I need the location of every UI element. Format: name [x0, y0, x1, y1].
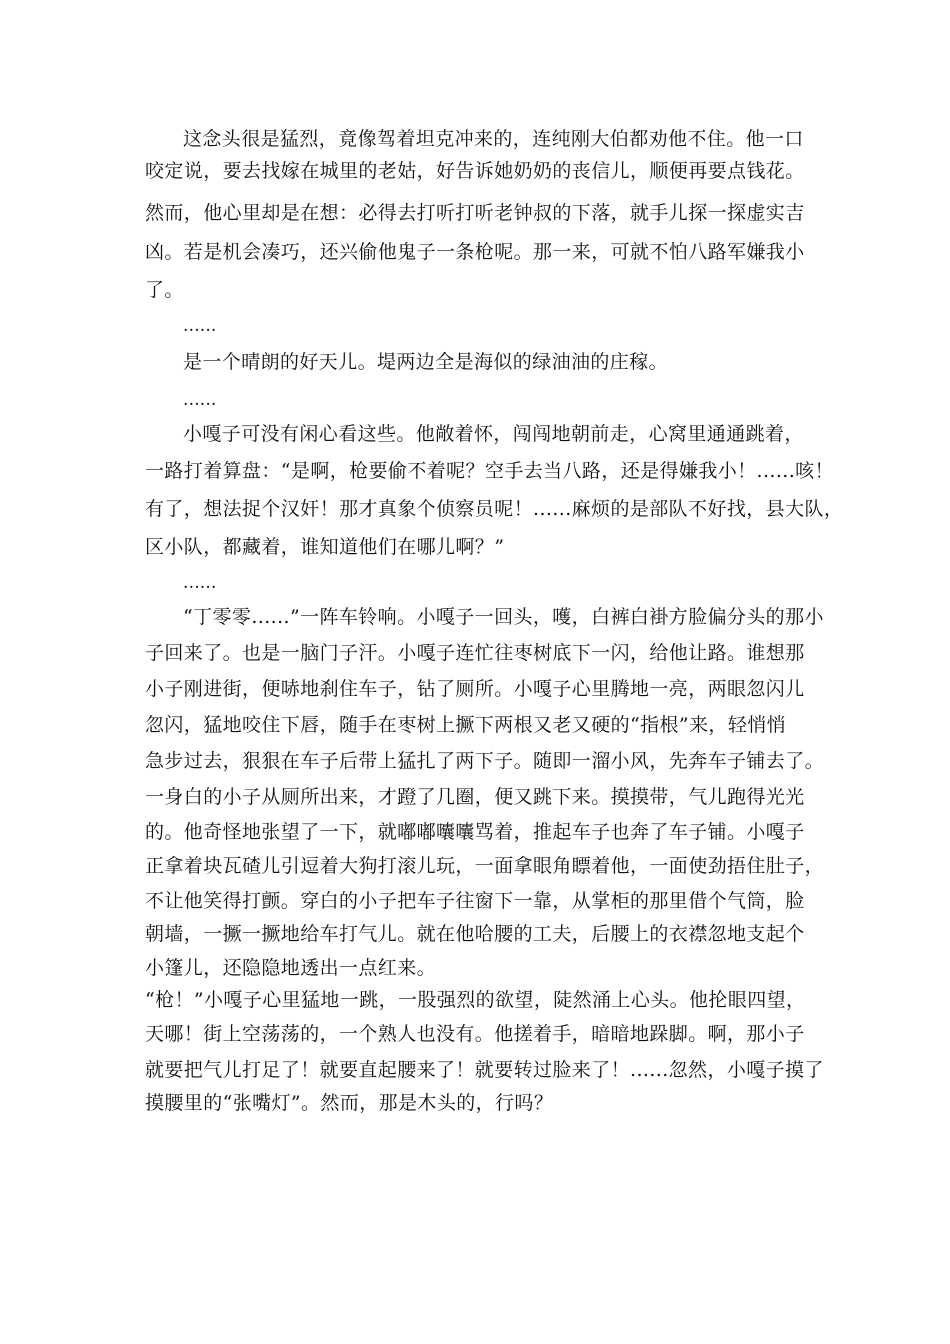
ellipsis-3: ...... — [183, 573, 217, 593]
paragraph-4-line-3: 小子刚进街，便哧地刹住车子，钻了厕所。小嘎子心里腾地一亮，两眼忽闪儿 — [145, 678, 805, 700]
paragraph-4-line-4: 忽闪，猛地咬住下唇，随手在枣树上撅下两根又老又硬的“指根”来，轻悄悄 — [145, 714, 787, 736]
paragraph-5-line-1: “枪！”小嘎子心里猛地一跳，一股强烈的欲望，陡然涌上心头。他抡眼四望， — [145, 989, 806, 1011]
paragraph-4-line-7: 的。他奇怪地张望了一下，就嘟嘟囔囔骂着，推起车子也奔了车子铺。小嘎子 — [145, 821, 805, 843]
paragraph-1-line-4: 凶。若是机会凑巧，还兴偷他鬼子一条枪呢。那一来，可就不怕八路军嫌我小 — [145, 241, 805, 263]
paragraph-1-line-1: 这念头很是猛烈，竟像驾着坦克冲来的，连纯刚大伯都劝他不住。他一口 — [183, 128, 804, 150]
paragraph-4-line-8: 正拿着块瓦碴儿引逗着大狗打滚儿玩，一面拿眼角瞟着他，一面使劲捂住肚子， — [145, 855, 825, 877]
paragraph-4-line-2: 子回来了。也是一脑门子汗。小嘎子连忙往枣树底下一闪，给他让路。谁想那 — [145, 642, 805, 664]
paragraph-1-line-3: 然而，他心里却是在想：必得去打听打听老钟叔的下落，就手儿探一探虚实吉 — [145, 202, 805, 224]
paragraph-5-line-4: 摸腰里的“张嘴灯”。然而，那是木头的，行吗？ — [145, 1092, 554, 1114]
paragraph-4-line-10: 朝墙，一撅一撅地给车打气儿。就在他哈腰的工夫，后腰上的衣襟忽地支起个 — [145, 923, 805, 945]
paragraph-5-line-3: 就要把气儿打足了！就要直起腰来了！就要转过脸来了！......忽然，小嘎子摸了 — [145, 1059, 824, 1081]
paragraph-4-line-9: 不让他笑得打颤。穿白的小子把车子往窗下一靠，从掌柜的那里借个气筒，脸 — [145, 890, 805, 912]
ellipsis-1: ...... — [183, 316, 217, 336]
paragraph-5-line-2: 天哪！街上空荡荡的，一个熟人也没有。他搓着手，暗暗地跺脚。啊，那小子 — [145, 1023, 805, 1045]
paragraph-4-line-5: 急步过去，狠狠在车子后带上猛扎了两下子。随即一溜小风，先奔车子铺去了。 — [145, 750, 825, 772]
paragraph-3-line-1: 小嘎子可没有闲心看这些。他敞着怀，闯闯地朝前走，心窝里通通跳着， — [183, 423, 804, 445]
paragraph-1-line-5: 了。 — [145, 279, 184, 301]
paragraph-1-line-2: 咬定说，要去找嫁在城里的老姑，好告诉她奶奶的丧信儿，顺便再要点钱花。 — [145, 160, 805, 182]
paragraph-3-line-3: 有了，想法捉个汉奸！那才真象个侦察员呢！......麻烦的是部队不好找，县大队， — [145, 498, 844, 520]
ellipsis-2: ...... — [183, 390, 217, 410]
paragraph-4-line-11: 小篷儿，还隐隐地透出一点红来。 — [145, 957, 437, 979]
paragraph-3-line-2: 一路打着算盘：“是啊，枪要偷不着呢？空手去当八路，还是得嫌我小！......咳！ — [145, 460, 834, 482]
paragraph-3-line-4: 区小队，都藏着，谁知道他们在哪儿啊？” — [145, 536, 505, 558]
paragraph-4-line-6: 一身白的小子从厕所出来，才蹬了几圈，便又跳下来。摸摸带，气儿跑得光光 — [145, 786, 805, 808]
paragraph-4-line-1: “丁零零......”一阵车铃响。小嘎子一回头，嚄，白裤白褂方脸偏分头的那小 — [183, 606, 824, 628]
paragraph-2-line-1: 是一个晴朗的好天儿。堤两边全是海似的绿油油的庄稼。 — [183, 351, 669, 373]
